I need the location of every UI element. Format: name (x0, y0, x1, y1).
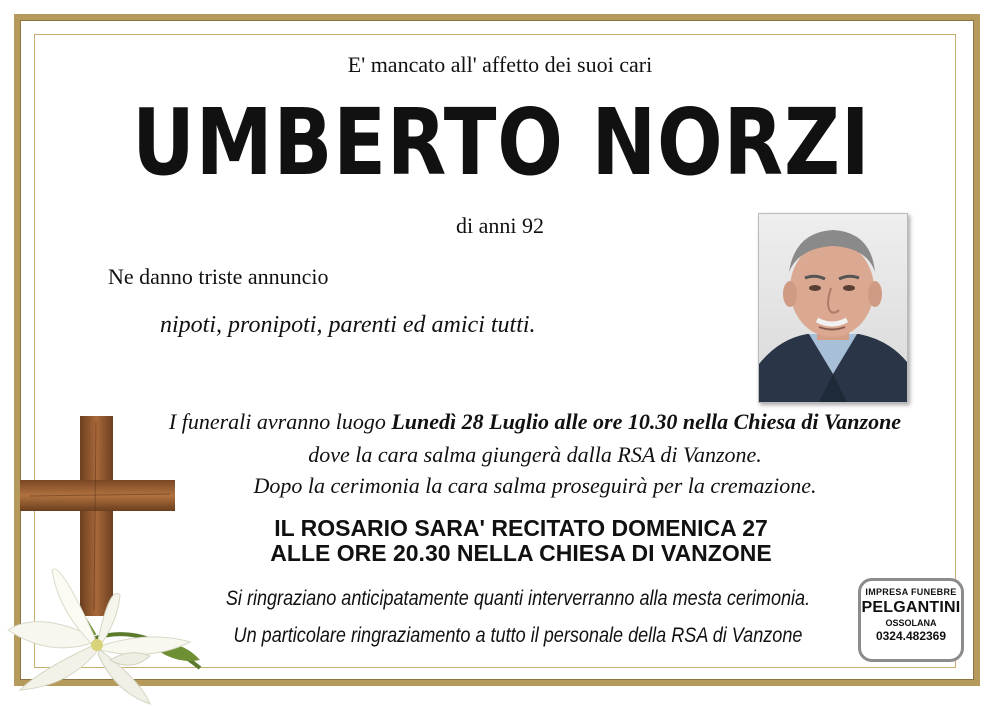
funeral-home-logo (858, 578, 964, 662)
rosary-line-2: ALLE ORE 20.30 NELLA CHIESA DI VANZONE (270, 540, 772, 566)
deceased-name: UMBERTO NORZI (132, 89, 871, 196)
funeral-date-place: Lunedì 28 Luglio alle ore 10.30 nella Chiesa di Vanzone (391, 409, 902, 434)
cross-with-lilies (0, 410, 220, 706)
funeral-prefix: I funerali avranno luogo (168, 409, 392, 434)
announce-text: Ne danno triste annuncio (108, 264, 329, 289)
portrait-photo (758, 213, 908, 403)
thanks-line-1: Si ringraziano anticipatamente quanti interverranno alla mesta cerimonia. (225, 587, 811, 610)
funeral-line-3: Dopo la cerimonia la cara salma proseguirà per la cremazione. (253, 473, 817, 498)
thanks-line-2: Un particolare ringraziamento a tutto il personale della RSA di Vanzone (233, 624, 803, 647)
rosary-line-1: IL ROSARIO SARA' RECITATO DOMENICA 27 (274, 515, 768, 541)
logo-line-1: IMPRESA FUNEBRE (865, 587, 957, 597)
wooden-cross-icon (20, 416, 175, 616)
logo-name: PELGANTINI (861, 599, 961, 616)
logo-phone: 0324.482369 (875, 629, 947, 643)
logo-line-3: OSSOLANA (885, 618, 937, 628)
relatives-text: nipoti, pronipoti, parenti ed amici tutti. (160, 312, 536, 338)
portrait-illustration (759, 214, 907, 402)
funeral-line-2: dove la cara salma giungerà dalla RSA di Vanzone. (308, 442, 762, 467)
intro-text: E' mancato all' affetto dei suoi cari (347, 52, 653, 77)
age-text: di anni 92 (456, 213, 544, 238)
